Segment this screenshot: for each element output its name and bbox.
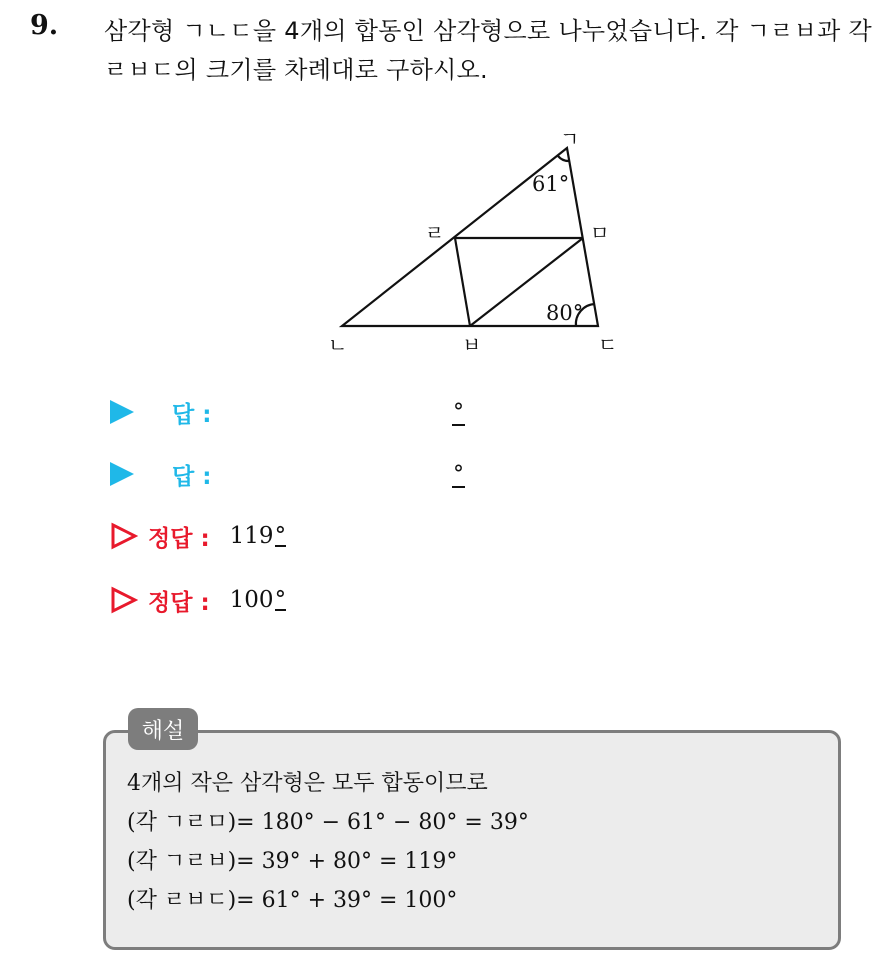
angle-label-top: 61°: [532, 172, 570, 196]
answer-label: 답 :: [172, 463, 212, 490]
angle-arc-top: [558, 156, 569, 161]
solution-line: (각 ㄱㄹㅂ)= 39° + 80° = 119°: [127, 849, 458, 874]
answer-row-1: [110, 392, 211, 432]
solution-line: (각 ㄱㄹㅁ)= 180° − 61° − 80° = 39°: [127, 810, 529, 835]
answer-blank-1[interactable]: °: [453, 400, 464, 425]
correct-value: 119°: [229, 523, 287, 549]
correct-value: 100°: [229, 587, 287, 613]
solution-line: 4개의 작은 삼각형은 모두 합동이므로: [127, 771, 488, 796]
answer-blank-2[interactable]: °: [453, 462, 464, 487]
angle-label-right: 80°: [546, 301, 584, 325]
solution-box: [103, 730, 841, 950]
play-icon: [110, 400, 134, 424]
solution-tag: 해설: [128, 708, 198, 750]
vertex-label-b: ㄴ: [328, 333, 348, 357]
correct-row-2: [110, 580, 286, 620]
solution-line: (각 ㄹㅂㄷ)= 61° + 39° = 100°: [127, 888, 458, 913]
vertex-label-e: ㅁ: [590, 221, 610, 245]
correct-label: 정답 :: [148, 525, 210, 552]
play-icon: [110, 462, 134, 486]
answer-label: 답 :: [172, 401, 212, 428]
outline-triangle-icon: [110, 586, 138, 614]
vertex-label-f: ㅂ: [462, 333, 482, 357]
outline-triangle-icon: [110, 522, 138, 550]
question-text: 삼각형 ㄱㄴㄷ을 4개의 합동인 삼각형으로 나누었습니다. 각 ㄱㄹㅂ과 각 ㄹㅂㄷ의 크기를 차례대로 구하시오.: [104, 17, 872, 84]
vertex-label-c: ㄷ: [598, 333, 618, 357]
correct-row-1: [110, 516, 286, 556]
triangle-figure: [0, 0, 884, 400]
vertex-label-d: ㄹ: [425, 221, 445, 245]
segment-df: [455, 238, 470, 326]
question-number: 9.: [30, 10, 59, 41]
correct-label: 정답 :: [148, 589, 210, 616]
answer-row-2: [110, 454, 211, 494]
vertex-label-a: ㄱ: [560, 127, 580, 151]
